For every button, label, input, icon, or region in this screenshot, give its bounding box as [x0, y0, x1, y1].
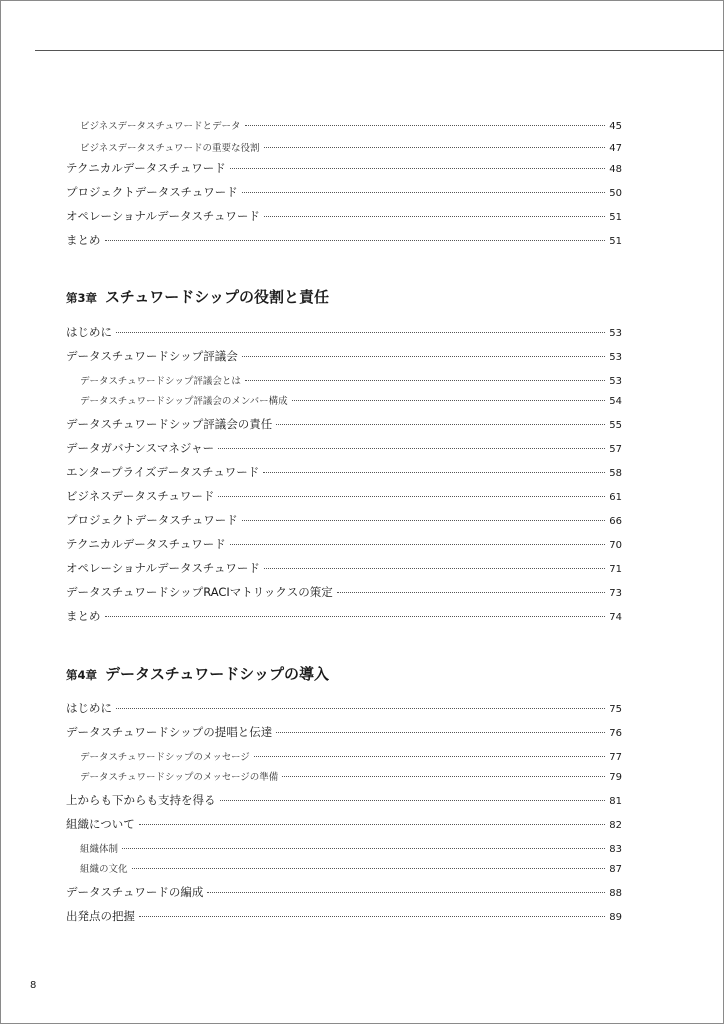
toc-entry-title: データスチュワードシップ評議会のメンバー構成 [80, 396, 288, 407]
toc-entry[interactable] [66, 348, 622, 364]
dot-leader [220, 800, 606, 801]
toc-entry-page: 51 [609, 212, 622, 223]
dot-leader [276, 424, 605, 425]
toc-entry-title: はじめに [66, 701, 112, 715]
toc-entry[interactable] [66, 584, 622, 600]
dot-leader [116, 332, 605, 333]
toc-entry-page: 76 [609, 728, 622, 739]
chapter-3-heading[interactable] [66, 286, 329, 307]
toc-entry-page: 70 [609, 540, 622, 551]
toc-entry-page: 54 [609, 396, 622, 407]
chapter-title: データスチュワードシップの導入 [105, 665, 329, 683]
toc-entry-page: 55 [609, 420, 622, 431]
dot-leader [218, 496, 605, 497]
dot-leader [207, 892, 605, 893]
toc-entry[interactable] [66, 816, 622, 832]
toc-entry-page: 66 [609, 516, 622, 527]
dot-leader [264, 568, 605, 569]
toc-entry[interactable] [80, 769, 622, 783]
toc-entry-page: 75 [609, 704, 622, 715]
toc-entry-page: 83 [609, 844, 622, 855]
toc-entry[interactable] [66, 560, 622, 576]
toc-entry[interactable] [66, 208, 622, 224]
toc-entry-title: データスチュワードの編成 [66, 885, 204, 899]
toc-entry[interactable] [66, 724, 622, 740]
toc-entry[interactable] [66, 884, 622, 900]
toc-entry-title: テクニカルデータスチュワード [66, 537, 226, 551]
dot-leader [242, 356, 606, 357]
toc-entry-title: ビジネスデータスチュワードとデータ [80, 121, 241, 132]
toc-entry-page: 53 [609, 328, 622, 339]
dot-leader [337, 592, 606, 593]
toc-entry[interactable] [80, 140, 622, 154]
toc-entry-title: データスチュワードシップRACIマトリックスの策定 [66, 585, 333, 599]
toc-entry[interactable] [66, 536, 622, 552]
chapter-label: 第4章 [66, 668, 98, 682]
dot-leader [132, 868, 606, 869]
toc-entry-title: 出発点の把握 [66, 909, 135, 923]
dot-leader [264, 216, 605, 217]
toc-entry-page: 77 [609, 752, 622, 763]
toc-entry-page: 74 [609, 612, 622, 623]
dot-leader [116, 708, 605, 709]
toc-entry-title: まとめ [66, 233, 101, 247]
toc-entry[interactable] [80, 373, 622, 387]
toc-entry[interactable] [80, 118, 622, 132]
toc-entry-page: 57 [609, 444, 622, 455]
dot-leader [245, 380, 605, 381]
dot-leader [276, 732, 605, 733]
toc-entry[interactable] [66, 608, 622, 624]
chapter-label: 第3章 [66, 291, 98, 305]
toc-entry[interactable] [66, 464, 622, 480]
toc-entry-page: 88 [609, 888, 622, 899]
toc-entry[interactable] [80, 861, 622, 875]
dot-leader [105, 616, 606, 617]
toc-entry-title: データスチュワードシップ評議会 [66, 349, 238, 363]
dot-leader [105, 240, 606, 241]
toc-entry-page: 45 [609, 121, 622, 132]
chapter-title: スチュワードシップの役割と責任 [105, 288, 329, 306]
toc-entry[interactable] [66, 416, 622, 432]
toc-entry-title: 上からも下からも支持を得る [66, 793, 216, 807]
dot-leader [254, 756, 606, 757]
toc-entry[interactable] [66, 184, 622, 200]
toc-entry-title: データスチュワードシップのメッセージの準備 [80, 772, 279, 783]
toc-entry-title: データスチュワードシップのメッセージ [80, 752, 250, 763]
toc-entry-page: 53 [609, 376, 622, 387]
toc-entry[interactable] [66, 700, 622, 716]
toc-entry[interactable] [66, 792, 622, 808]
toc-entry-page: 48 [609, 164, 622, 175]
toc-entry[interactable] [66, 440, 622, 456]
dot-leader [263, 472, 605, 473]
dot-leader [230, 544, 606, 545]
toc-entry[interactable] [80, 841, 622, 855]
toc-entry[interactable] [66, 324, 622, 340]
toc-entry-page: 47 [609, 143, 622, 154]
chapter-4-heading[interactable] [66, 663, 329, 684]
dot-leader [282, 776, 605, 777]
toc-entry[interactable] [66, 488, 622, 504]
toc-entry-page: 73 [609, 588, 622, 599]
dot-leader [230, 168, 606, 169]
toc-entry-title: オペレーショナルデータスチュワード [66, 561, 260, 575]
toc-entry-page: 53 [609, 352, 622, 363]
toc-entry-title: エンタープライズデータスチュワード [66, 465, 260, 479]
toc-entry-page: 61 [609, 492, 622, 503]
toc-entry[interactable] [80, 749, 622, 763]
toc-entry-title: データガバナンスマネジャー [66, 441, 215, 455]
toc-entry-title: データスチュワードシップ評議会の責任 [66, 417, 273, 431]
toc-entry-page: 50 [609, 188, 622, 199]
toc-entry-page: 58 [609, 468, 622, 479]
toc-entry-title: ビジネスデータスチュワードの重要な役割 [80, 143, 260, 154]
dot-leader [139, 916, 605, 917]
toc-entry-page: 87 [609, 864, 622, 875]
toc-entry[interactable] [66, 232, 622, 248]
dot-leader [245, 125, 606, 126]
toc-entry[interactable] [66, 908, 622, 924]
header-rule [35, 50, 724, 51]
toc-entry-page: 81 [609, 796, 622, 807]
toc-entry[interactable] [66, 160, 622, 176]
toc-entry-title: プロジェクトデータスチュワード [66, 513, 238, 527]
toc-entry-title: プロジェクトデータスチュワード [66, 185, 238, 199]
toc-entry-title: データスチュワードシップ評議会とは [80, 376, 241, 387]
toc-entry-title: ビジネスデータスチュワード [66, 489, 215, 503]
toc-entry-title: はじめに [66, 325, 112, 339]
toc-entry[interactable] [80, 393, 622, 407]
toc-entry-page: 89 [609, 912, 622, 923]
toc-entry-page: 71 [609, 564, 622, 575]
toc-entry-title: 組織の文化 [80, 864, 128, 875]
dot-leader [242, 520, 606, 521]
dot-leader [292, 400, 606, 401]
toc-entry-title: テクニカルデータスチュワード [66, 161, 226, 175]
dot-leader [242, 192, 606, 193]
dot-leader [264, 147, 606, 148]
toc-entry-title: オペレーショナルデータスチュワード [66, 209, 260, 223]
toc-entry-page: 82 [609, 820, 622, 831]
toc-entry-title: 組織について [66, 817, 135, 831]
page-number: 8 [30, 980, 37, 991]
toc-entry-page: 51 [609, 236, 622, 247]
dot-leader [122, 848, 605, 849]
toc-entry-title: データスチュワードシップの提唱と伝達 [66, 725, 273, 739]
toc-entry-title: 組織体制 [80, 844, 119, 855]
toc-entry-page: 79 [609, 772, 622, 783]
dot-leader [218, 448, 605, 449]
dot-leader [139, 824, 605, 825]
toc-entry[interactable] [66, 512, 622, 528]
toc-entry-title: まとめ [66, 609, 101, 623]
